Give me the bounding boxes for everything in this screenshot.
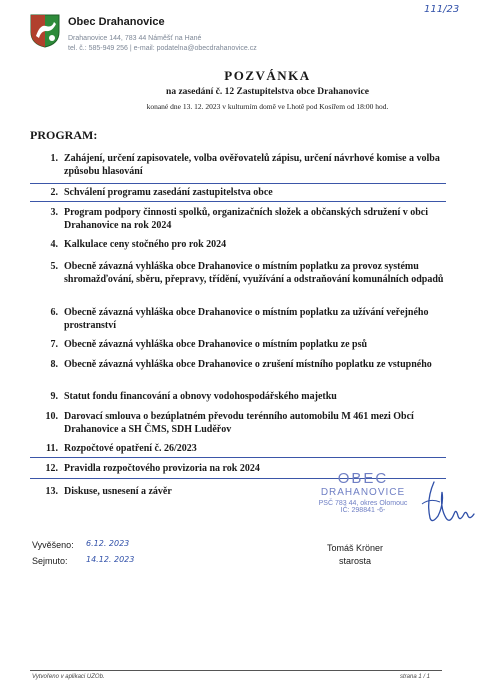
stamp-line-3: PSČ 783 44, okres Olomouc bbox=[318, 500, 408, 507]
document-title: POZVÁNKA bbox=[224, 68, 311, 83]
handwritten-signature bbox=[420, 478, 476, 535]
program-item-text: Schválení programu zasedání zastupitelstva obce bbox=[64, 187, 273, 198]
program-item-text: Rozpočtové opatření č. 26/2023 bbox=[64, 443, 197, 454]
program-item-text: Obecně závazná vyhláška obce Drahanovice o místním poplatku za provoz systému shromažďování, sběru, přepravy, třídění, využívání a odstraňování komunálních odpadů bbox=[64, 261, 444, 285]
municipality-coat-of-arms-icon bbox=[30, 14, 60, 48]
stamp-line-1: OBEC bbox=[337, 470, 389, 487]
program-item-number: 7. bbox=[50, 339, 58, 350]
program-item-text: Diskuse, usnesení a závěr bbox=[64, 486, 172, 497]
program-item-text: Obecně závazná vyhláška obce Drahanovice o zrušení místního poplatku ze vstupného bbox=[64, 359, 432, 370]
program-item-text: Statut fondu financování a obnovy vodohospodářského majetku bbox=[64, 391, 337, 402]
program-item-number: 5. bbox=[50, 261, 58, 272]
official-stamp bbox=[312, 468, 414, 536]
program-item-number: 1. bbox=[50, 153, 58, 164]
program-item-number: 12. bbox=[45, 463, 58, 474]
program-item-text: Pravidla rozpočtového provizoria na rok 2024 bbox=[64, 463, 260, 474]
meeting-details: konané dne 13. 12. 2023 v kulturním domě ve Lhotě pod Kosířem od 18:00 hod. bbox=[146, 102, 389, 111]
program-item-number: 9. bbox=[50, 391, 58, 402]
pen-line bbox=[30, 201, 446, 202]
program-item-number: 4. bbox=[50, 239, 58, 250]
stamp-line-4: IČ: 298841 -6- bbox=[340, 507, 386, 514]
municipality-contact bbox=[68, 34, 257, 54]
program-item-number: 11. bbox=[46, 443, 58, 454]
handwritten-reference-number: 111/23 bbox=[424, 4, 460, 15]
program-item-text: Obecně závazná vyhláška obce Drahanovice o místním poplatku za užívání veřejného prostranství bbox=[64, 307, 429, 331]
program-item-text: Program podpory činnosti spolků, organizačních složek a občanských sdružení v obci Drahanovice na rok 2024 bbox=[64, 207, 429, 231]
pen-line bbox=[30, 457, 446, 458]
program-item-number: 6. bbox=[50, 307, 58, 318]
municipality-name: Obec Drahanovice bbox=[68, 16, 165, 28]
footer-note: Vytvořeno v aplikaci UZOb. bbox=[32, 674, 105, 680]
signer-name: Tomáš Kröner bbox=[326, 543, 384, 553]
program-item-number: 2. bbox=[50, 187, 58, 198]
program-item-text: Darovací smlouva o bezúplatném převodu terénního automobilu M 461 mezi Obcí Drahanovice a SH ČMS, SDH Luděřov bbox=[64, 411, 414, 435]
signer-role: starosta bbox=[338, 556, 371, 566]
signer-block bbox=[300, 542, 410, 568]
removed-date: 14.12. 2023 bbox=[86, 555, 135, 564]
document-subtitle: na zasedání č. 12 Zastupitelstva obce Drahanovice bbox=[166, 87, 369, 97]
posted-label: Vyvěšeno: bbox=[32, 540, 74, 550]
program-item-number: 3. bbox=[50, 207, 58, 218]
program-item-number: 13. bbox=[45, 486, 58, 497]
page-number: strana 1 / 1 bbox=[400, 674, 431, 680]
program-heading: PROGRAM: bbox=[30, 128, 98, 142]
program-item-number: 8. bbox=[50, 359, 58, 370]
stamp-line-2: DRAHANOVICE bbox=[320, 487, 406, 498]
footer-divider bbox=[30, 670, 442, 671]
municipality-address: Drahanovice 144, 783 44 Náměšť na Hané bbox=[68, 35, 202, 42]
posted-date: 6.12. 2023 bbox=[86, 539, 130, 548]
municipality-phone-email: tel. č.: 585-949 256 | e-mail: podatelna@obecdrahanovice.cz bbox=[68, 45, 257, 52]
program-item-text: Zahájení, určení zapisovatele, volba ověřovatelů zápisu, určení návrhové komise a volba způsobu hlasování bbox=[64, 153, 440, 177]
program-item-number: 10. bbox=[45, 411, 58, 422]
program-item-text: Kalkulace ceny stočného pro rok 2024 bbox=[64, 239, 227, 250]
pen-line bbox=[30, 183, 446, 184]
removed-label: Sejmuto: bbox=[32, 556, 68, 566]
program-item-text: Obecně závazná vyhláška obce Drahanovice o místním poplatku ze psů bbox=[64, 339, 368, 350]
